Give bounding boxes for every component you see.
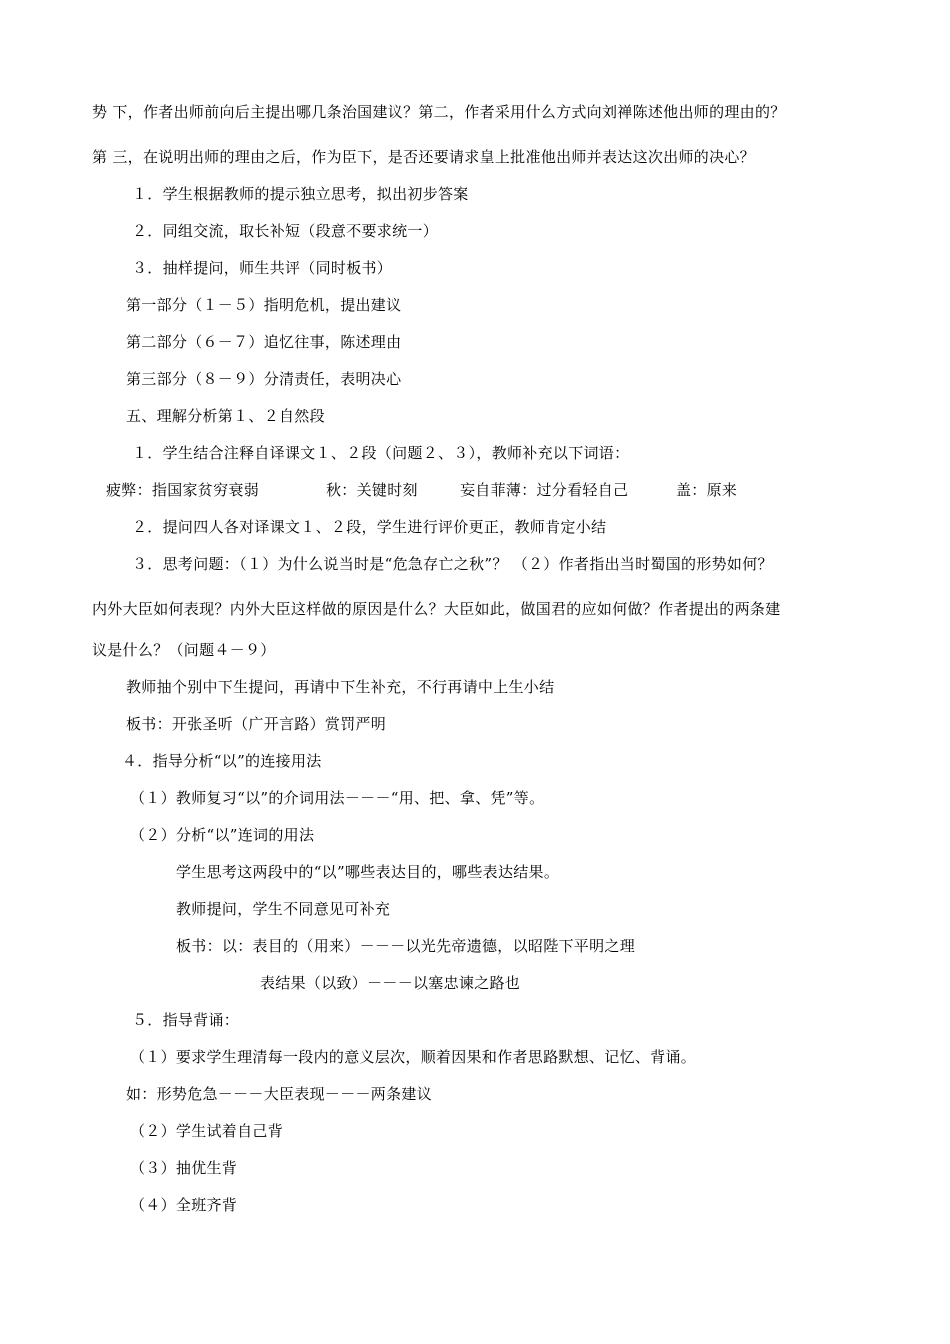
sub-item: （４）全班齐背 [130, 1196, 238, 1214]
board-part: 第二部分（６－７）追忆往事，陈述理由 [126, 333, 402, 351]
sub-item: （２）分析“以”连词的用法 [130, 826, 315, 844]
sub-item: （２）学生试着自己背 [130, 1122, 284, 1140]
paragraph-line: 内外大臣如何表现？内外大臣这样做的原因是什么？大臣如此，做国君的应如何做？作者提出的两条建 [92, 600, 781, 618]
sub-item: （１）教师复习“以”的介词用法－－－“用、把、拿、凭”等。 [130, 789, 545, 807]
board-note: 板书：以：表目的（用来）－－－以光先帝遗德，以昭陛下平明之理 [176, 937, 636, 955]
step-item: １．学生根据教师的提示独立思考，拟出初步答案 [132, 185, 469, 203]
paragraph-line: 第 三，在说明出师的理由之后，作为臣下，是否还要请求皇上批准他出师并表达这次出师的决心？ [92, 148, 755, 166]
indented-note: 教师提问，学生不同意见可补充 [176, 900, 391, 918]
paragraph-line: 势 下，作者出师前向后主提出哪几条治国建议？第二，作者采用什么方式向刘禅陈述他出师的理由的？ [92, 103, 786, 121]
paragraph-line: 议是什么？（问题４－９） [92, 641, 276, 659]
step-item: ３．抽样提问，师生共评（同时板书） [132, 259, 393, 277]
vocabulary-term: 盖：原来 [676, 481, 738, 499]
step-item: １．学生结合注释自译课文１、２段（问题２、３），教师补充以下词语： [132, 444, 630, 462]
example-note: 如：形势危急－－－大臣表现－－－两条建议 [126, 1085, 433, 1103]
step-item: ４．指导分析“以”的连接用法 [122, 752, 322, 770]
board-note: 表结果（以致）－－－以塞忠谏之路也 [260, 974, 521, 992]
vocabulary-term: 疲弊：指国家贫穷衰弱 [106, 481, 260, 499]
section-heading: 五、理解分析第１、２自然段 [126, 407, 325, 425]
teacher-note: 教师抽个别中下生提问，再请中下生补充，不行再请中上生小结 [126, 678, 555, 696]
step-item: ２．同组交流，取长补短（段意不要求统一） [132, 222, 439, 240]
sub-item: （１）要求学生理清每一段内的意义层次，顺着因果和作者思路默想、记忆、背诵。 [130, 1048, 697, 1066]
sub-item: （３）抽优生背 [130, 1159, 238, 1177]
step-item: ５．指导背诵： [132, 1011, 240, 1029]
board-note: 板书：开张圣听（广开言路）赏罚严明 [126, 715, 387, 733]
step-item: ３．思考问题：（１）为什么说当时是“危急存亡之秋”？ （２）作者指出当时蜀国的形势如何？ [132, 555, 773, 573]
indented-note: 学生思考这两段中的“以”哪些表达目的，哪些表达结果。 [176, 863, 560, 881]
vocabulary-term: 秋：关键时刻 [326, 481, 418, 499]
board-part: 第三部分（８－９）分清责任，表明决心 [126, 370, 402, 388]
vocabulary-term: 妄自菲薄：过分看轻自己 [460, 481, 629, 499]
step-item: ２．提问四人各对译课文１、２段，学生进行评价更正，教师肯定小结 [132, 518, 607, 536]
board-part: 第一部分（１－５）指明危机，提出建议 [126, 296, 402, 314]
